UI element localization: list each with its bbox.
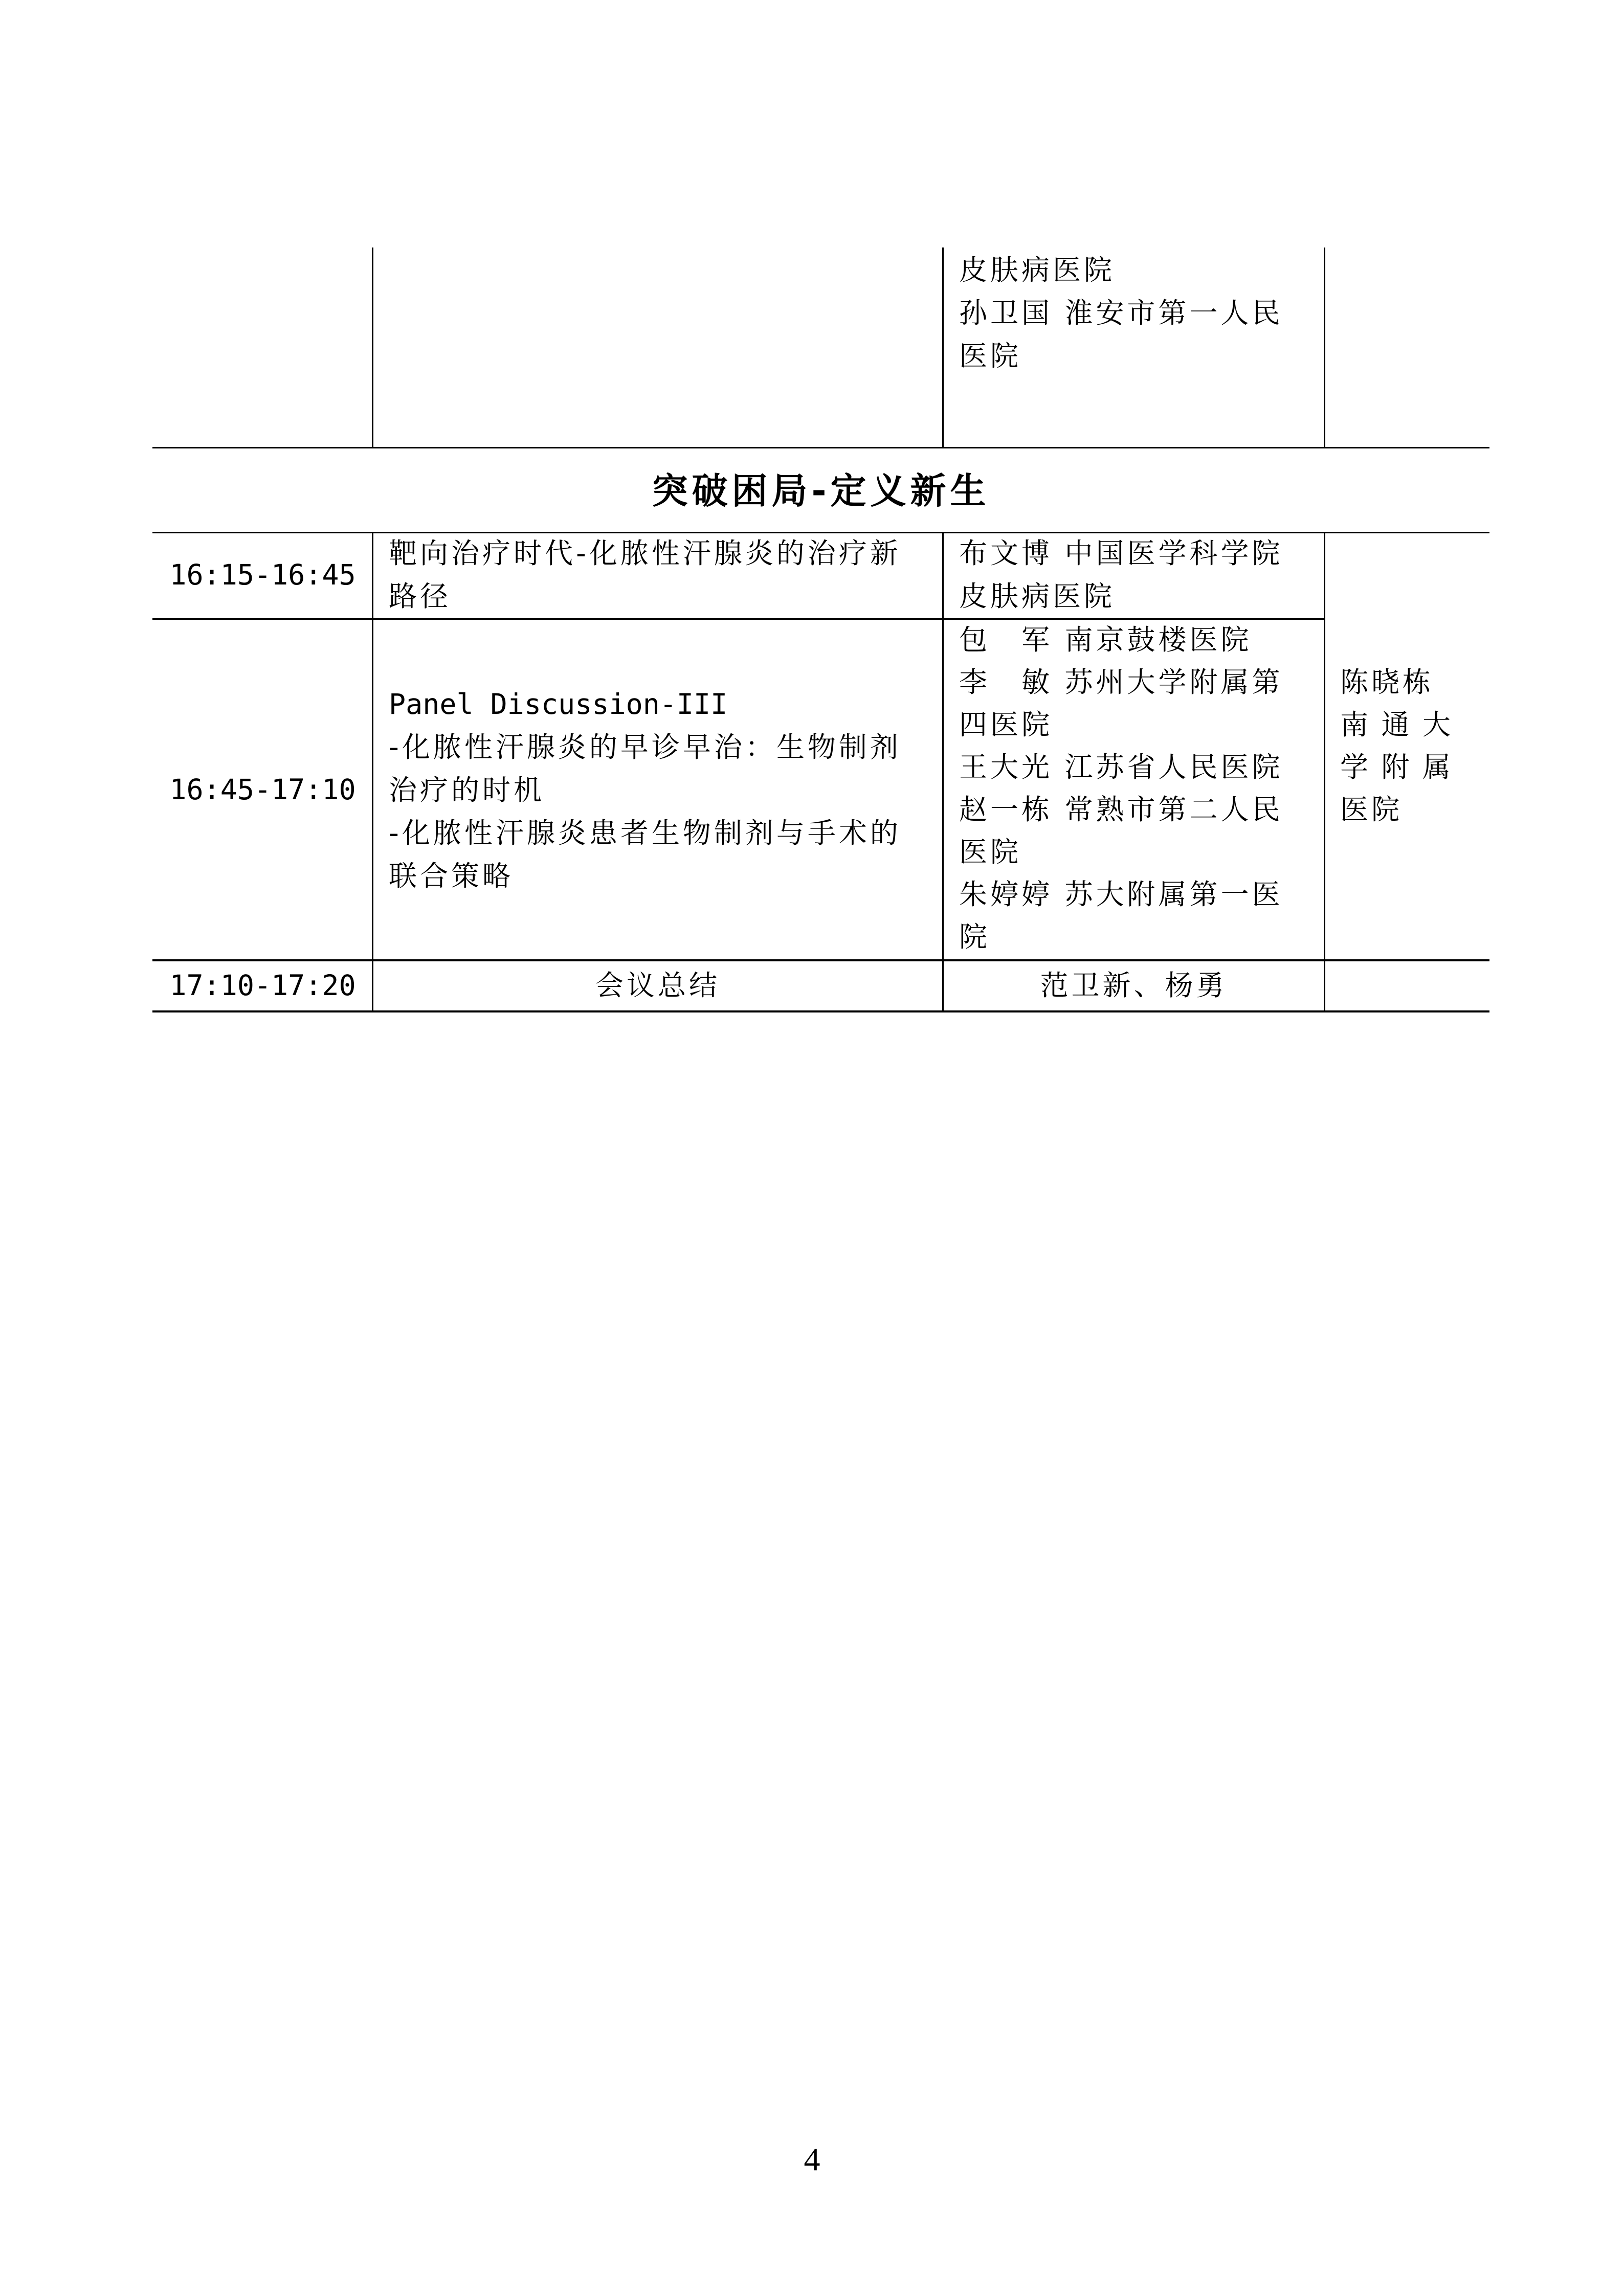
speaker-line: 赵一栋 常熟市第二人民: [959, 793, 1283, 826]
topic-cell: 会议总结: [595, 969, 720, 1002]
speaker-line: 医院: [959, 836, 1022, 868]
time-cell: 17:10-17:20: [169, 969, 356, 1002]
topic-line: 联合策略: [389, 860, 514, 892]
moderator-line: 学 附 属: [1340, 751, 1453, 783]
topic-line: 路径: [389, 580, 452, 613]
section-title: 突破困局-定义新生: [652, 470, 990, 512]
col-divider: [372, 532, 373, 1012]
topic-line: -化脓性汗腺炎患者生物制剂与手术的: [389, 817, 901, 849]
speaker-line: 李 敏 苏州大学附属第: [959, 666, 1283, 699]
speaker-line: 布文博 中国医学科学院: [959, 537, 1283, 570]
speaker-line: 院: [959, 920, 991, 953]
speaker-line: 孙卫国 淮安市第一人民: [959, 297, 1283, 329]
rule-table-bottom: [152, 1010, 1489, 1012]
col-divider: [1324, 247, 1325, 447]
rule-after-continued-row: [152, 447, 1489, 448]
topic-line: -化脓性汗腺炎的早诊早治：生物制剂: [389, 731, 901, 763]
speaker-line: 医院: [959, 340, 1022, 372]
page-number: 4: [804, 2141, 820, 2177]
col-divider: [942, 247, 944, 447]
speaker-line: 皮肤病医院: [959, 254, 1116, 286]
panel-heading: Panel Discussion-III: [389, 688, 728, 721]
speaker-line: 王大光 江苏省人民医院: [959, 751, 1283, 783]
moderator-line: 医院: [1340, 793, 1403, 826]
col-divider: [942, 532, 944, 1012]
col-divider: [1324, 532, 1325, 1012]
topic-line: 靶向治疗时代-化脓性汗腺炎的治疗新: [389, 537, 901, 570]
col-divider: [372, 247, 373, 447]
speaker-line: 朱婷婷 苏大附属第一医: [959, 878, 1283, 911]
time-cell: 16:45-17:10: [169, 773, 356, 806]
rule-before-last-row: [152, 959, 1489, 961]
speakers-cell: 范卫新、杨勇: [1040, 969, 1228, 1002]
time-cell: 16:15-16:45: [169, 558, 356, 591]
speaker-line: 包 军 南京鼓楼医院: [959, 623, 1252, 656]
moderator-line: 陈晓栋: [1340, 666, 1434, 699]
moderator-line: 南 通 大: [1340, 708, 1453, 741]
speaker-line: 四医院: [959, 708, 1053, 741]
topic-line: 治疗的时机: [389, 774, 545, 806]
speaker-line: 皮肤病医院: [959, 580, 1116, 613]
